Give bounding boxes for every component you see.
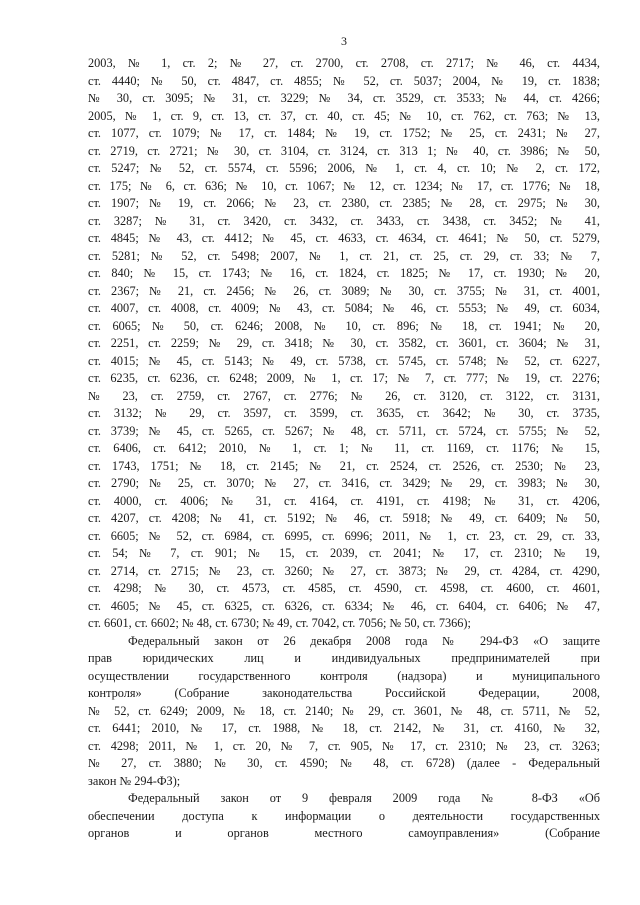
text-line: закон № 294-ФЗ); <box>88 773 181 788</box>
text-line: Федеральный закон от 26 декабря 2008 года № 294-ФЗ «О защите <box>128 633 600 648</box>
text-line: ст. 4440; № 50, ст. 4847, ст. 4855; № 52, ст. 5037; 2004, № 19, ст. 1838; <box>88 73 600 88</box>
text-line: № 23, ст. 2759, ст. 2767, ст. 2776; № 26, ст. 3120, ст. 3122, ст. 3131, <box>88 388 600 403</box>
text-line: № 27, ст. 3880; № 30, ст. 4590; № 48, ст. 6728) (далее - Федеральный <box>88 756 600 770</box>
text-line: № 52, ст. 6249; 2009, № 18, ст. 2140; № 29, ст. 3601, № 48, ст. 5711, № 52, <box>88 703 600 718</box>
text-line: ст. 840; № 15, ст. 1743; № 16, ст. 1824, ст. 1825; № 17, ст. 1930; № 20, <box>88 266 600 280</box>
text-line: прав юридических лиц и индивидуальных предпринимателей при <box>88 651 600 665</box>
text-line: органов и органов местного самоуправления» (Собрание <box>88 826 600 840</box>
text-line: Федеральный закон от 9 февраля 2009 года № 8-ФЗ «Об <box>128 791 600 805</box>
text-line: ст. 175; № 6, ст. 636; № 10, ст. 1067; № 12, ст. 1234; № 17, ст. 1776; № 18, <box>88 178 600 193</box>
text-line: ст. 4298; № 30, ст. 4573, ст. 4585, ст. 4590, ст. 4598, ст. 4600, ст. 4601, <box>88 581 600 595</box>
text-line: ст. 2719, ст. 2721; № 30, ст. 3104, ст. 3124, ст. 313 1; № 40, ст. 3986; № 50, <box>88 143 600 158</box>
text-line: ст. 3739; № 45, ст. 5265, ст. 5267; № 48, ст. 5711, ст. 5724, ст. 5755; № 52, <box>88 423 600 438</box>
text-line: ст. 4015; № 45, ст. 5143; № 49, ст. 5738, ст. 5745, ст. 5748; № 52, ст. 6227, <box>88 353 600 368</box>
document-page <box>88 0 600 905</box>
text-line: 2003, № 1, ст. 2; № 27, ст. 2700, ст. 2708, ст. 2717; № 46, ст. 4434, <box>88 56 600 70</box>
paragraph-law-294 <box>88 633 600 791</box>
text-line: ст. 54; № 7, ст. 901; № 15, ст. 2039, ст. 2041; № 17, ст. 2310; № 19, <box>88 546 600 560</box>
text-line: 2005, № 1, ст. 9, ст. 13, ст. 37, ст. 40, ст. 45; № 10, ст. 762, ст. 763; № 13, <box>88 108 600 123</box>
text-line: ст. 6235, ст. 6236, ст. 6248; 2009, № 1, ст. 17; № 7, ст. 777; № 19, ст. 2276; <box>88 371 600 385</box>
text-line: ст. 4207, ст. 4208; № 41, ст. 5192; № 46, ст. 5918; № 49, ст. 6409; № 50, <box>88 511 600 525</box>
text-line: ст. 1743, 1751; № 18, ст. 2145; № 21, ст. 2524, ст. 2526, ст. 2530; № 23, <box>88 458 600 473</box>
text-line: ст. 2367; № 21, ст. 2456; № 26, ст. 3089; № 30, ст. 3755; № 31, ст. 4001, <box>88 283 600 298</box>
text-line: ст. 2251, ст. 2259; № 29, ст. 3418; № 30, ст. 3582, ст. 3601, ст. 3604; № 31, <box>88 336 600 350</box>
document-body <box>88 55 600 843</box>
text-line: ст. 4000, ст. 4006; № 31, ст. 4164, ст. 4191, ст. 4198; № 31, ст. 4206, <box>88 493 600 508</box>
text-line: ст. 4605; № 45, ст. 6325, ст. 6326, ст. 6334; № 46, ст. 6404, ст. 6406; № 47, <box>88 598 600 613</box>
text-line: ст. 6406, ст. 6412; 2010, № 1, ст. 1; № 11, ст. 1169, ст. 1176; № 15, <box>88 441 600 455</box>
paragraph-continuation <box>88 55 600 633</box>
text-line: ст. 4845; № 43, ст. 4412; № 45, ст. 4633, ст. 4634, ст. 4641; № 50, ст. 5279, <box>88 231 600 245</box>
text-line: ст. 4007, ст. 4008, ст. 4009; № 43, ст. 5084; № 46, ст. 5553; № 49, ст. 6034, <box>88 301 600 315</box>
text-line: ст. 6065; № 50, ст. 6246; 2008, № 10, ст. 896; № 18, ст. 1941; № 20, <box>88 318 600 333</box>
text-line: ст. 1907; № 19, ст. 2066; № 23, ст. 2380, ст. 2385; № 28, ст. 2975; № 30, <box>88 196 600 210</box>
text-line: обеспечении доступа к информации о деятельности государственных <box>88 808 600 823</box>
text-line: ст. 6601, ст. 6602; № 48, ст. 6730; № 49, ст. 7042, ст. 7056; № 50, ст. 7366); <box>88 616 471 630</box>
text-line: ст. 6441; 2010, № 17, ст. 1988, № 18, ст. 2142, № 31, ст. 4160, № 32, <box>88 721 600 735</box>
text-line: № 30, ст. 3095; № 31, ст. 3229; № 34, ст. 3529, ст. 3533; № 44, ст. 4266; <box>88 91 600 105</box>
text-line: ст. 1077, ст. 1079; № 17, ст. 1484; № 19, ст. 1752; № 25, ст. 2431; № 27, <box>88 126 600 140</box>
text-line: ст. 5247; № 52, ст. 5574, ст. 5596; 2006, № 1, ст. 4, ст. 10; № 2, ст. 172, <box>88 161 600 175</box>
text-line: ст. 3132; № 29, ст. 3597, ст. 3599, ст. 3635, ст. 3642; № 30, ст. 3735, <box>88 406 600 420</box>
page-number: 3 <box>341 34 347 48</box>
text-line: осуществлении государственного контроля (надзора) и муниципального <box>88 668 600 683</box>
text-line: контроля» (Собрание законодательства Российской Федерации, 2008, <box>88 686 600 700</box>
text-line: ст. 2790; № 25, ст. 3070; № 27, ст. 3416, ст. 3429; № 29, ст. 3983; № 30, <box>88 476 600 490</box>
text-line: ст. 3287; № 31, ст. 3420, ст. 3432, ст. 3433, ст. 3438, ст. 3452; № 41, <box>88 213 600 228</box>
paragraph-law-8 <box>88 790 600 843</box>
text-line: ст. 6605; № 52, ст. 6984, ст. 6995, ст. 6996; 2011, № 1, ст. 23, ст. 29, ст. 33, <box>88 528 600 543</box>
text-line: ст. 2714, ст. 2715; № 23, ст. 3260; № 27, ст. 3873; № 29, ст. 4284, ст. 4290, <box>88 563 600 578</box>
text-line: ст. 4298; 2011, № 1, ст. 20, № 7, ст. 905, № 17, ст. 2310; № 23, ст. 3263; <box>88 738 600 753</box>
text-line: ст. 5281; № 52, ст. 5498; 2007, № 1, ст. 21, ст. 25, ст. 29, ст. 33; № 7, <box>88 248 600 263</box>
